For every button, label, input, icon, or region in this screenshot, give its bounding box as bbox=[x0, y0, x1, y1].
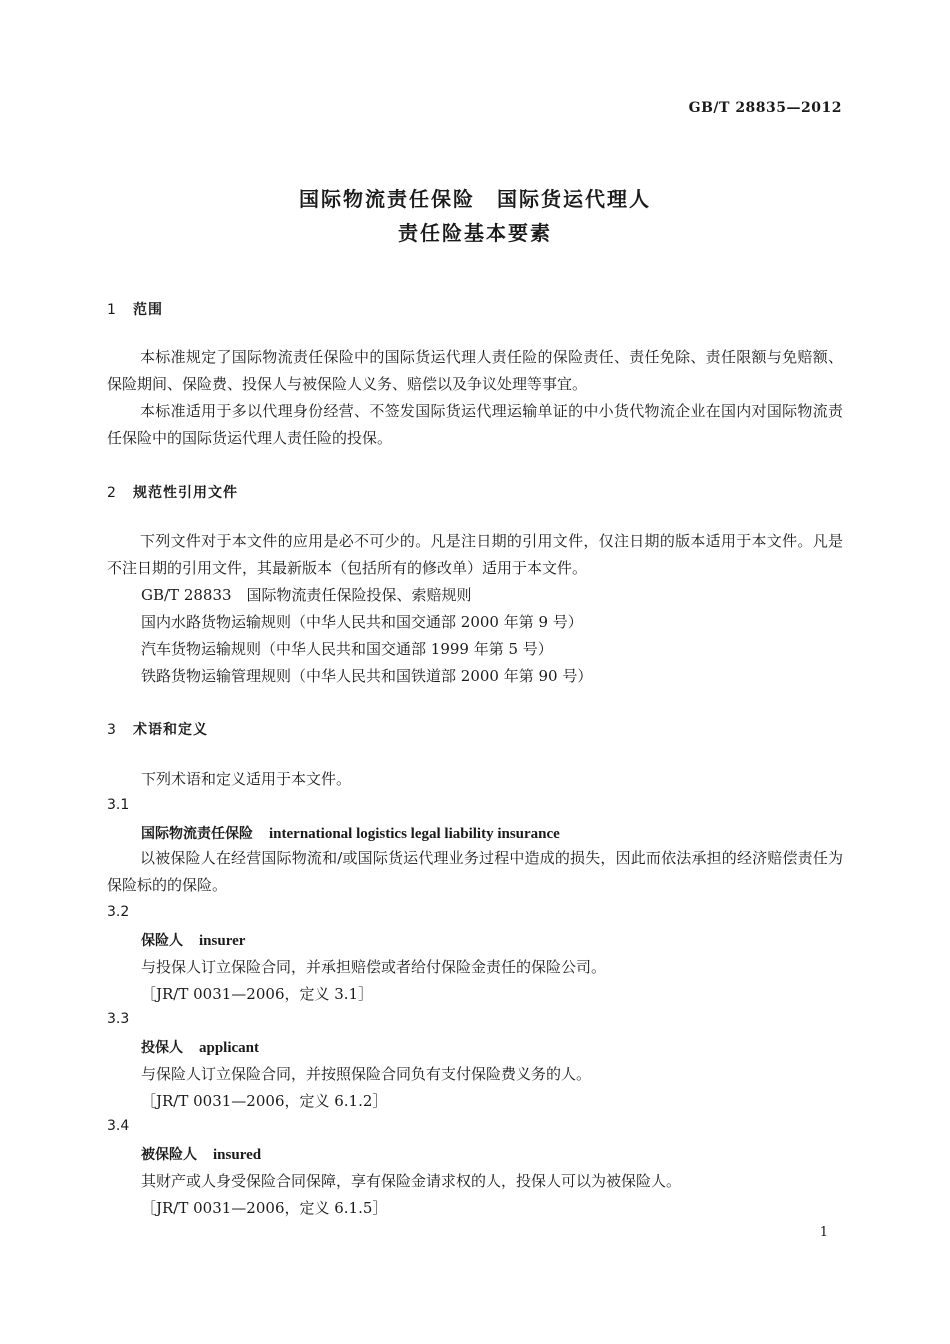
term-definition: 与保险人订立保险合同，并按照保险合同负有支付保险费义务的人。 bbox=[141, 1065, 592, 1083]
reference-item: GB/T 28833 国际物流责任保险投保、索赔规则 bbox=[141, 586, 472, 604]
term-definition: 以被保险人在经营国际物流和/或国际货运代理业务过程中造成的损失，因此而依法承担的经济赔偿责任为保险标的的保险。 bbox=[107, 849, 843, 894]
term-number: 3.3 bbox=[107, 1011, 130, 1027]
term-source: ［JR/T 0031—2006，定义 6.1.2］ bbox=[141, 1092, 388, 1110]
reference-item: 国内水路货物运输规则（中华人民共和国交通部 2000 年第 9 号） bbox=[141, 613, 583, 631]
section-heading-scope: 1 范围 bbox=[107, 302, 163, 318]
title-line-2: 责任险基本要素 bbox=[398, 221, 552, 245]
term-definition: 与投保人订立保险合同，并承担赔偿或者给付保险金责任的保险公司。 bbox=[141, 958, 607, 976]
paragraph: 下列文件对于本文件的应用是必不可少的。凡是注日期的引用文件，仅注日期的版本适用于本文件。凡是不注日期的引用文件，其最新版本（包括所有的修改单）适用于本文件。 bbox=[107, 532, 843, 577]
page-number: 1 bbox=[819, 1225, 828, 1240]
term-heading: 保险人 insurer bbox=[141, 933, 246, 949]
term-definition: 其财产或人身受保险合同保障，享有保险金请求权的人，投保人可以为被保险人。 bbox=[141, 1172, 682, 1190]
term-heading: 国际物流责任保险 international logistics legal liability insurance bbox=[141, 826, 560, 842]
section-heading-terms: 3 术语和定义 bbox=[107, 722, 208, 738]
reference-item: 铁路货物运输管理规则（中华人民共和国铁道部 2000 年第 90 号） bbox=[141, 667, 593, 685]
term-number: 3.2 bbox=[107, 904, 130, 920]
title-line-1: 国际物流责任保险 国际货运代理人 bbox=[299, 187, 651, 211]
section-heading-references: 2 规范性引用文件 bbox=[107, 485, 238, 501]
standard-number: GB/T 28835—2012 bbox=[688, 100, 842, 116]
term-number: 3.4 bbox=[107, 1118, 130, 1134]
paragraph: 下列术语和定义适用于本文件。 bbox=[141, 770, 352, 788]
reference-item: 汽车货物运输规则（中华人民共和国交通部 1999 年第 5 号） bbox=[141, 640, 553, 658]
term-heading: 投保人 applicant bbox=[141, 1040, 260, 1056]
term-heading: 被保险人 insured bbox=[141, 1147, 262, 1163]
paragraph: 本标准适用于多以代理身份经营、不签发国际货运代理运输单证的中小货代物流企业在国内对国际物流责任保险中的国际货运代理人责任险的投保。 bbox=[107, 402, 843, 447]
term-source: ［JR/T 0031—2006，定义 3.1］ bbox=[141, 985, 374, 1003]
term-source: ［JR/T 0031—2006，定义 6.1.5］ bbox=[141, 1199, 388, 1217]
paragraph: 本标准规定了国际物流责任保险中的国际货运代理人责任险的保险责任、责任免除、责任限额与免赔额、保险期间、保险费、投保人与被保险人义务、赔偿以及争议处理等事宜。 bbox=[107, 348, 843, 393]
term-number: 3.1 bbox=[107, 797, 130, 813]
